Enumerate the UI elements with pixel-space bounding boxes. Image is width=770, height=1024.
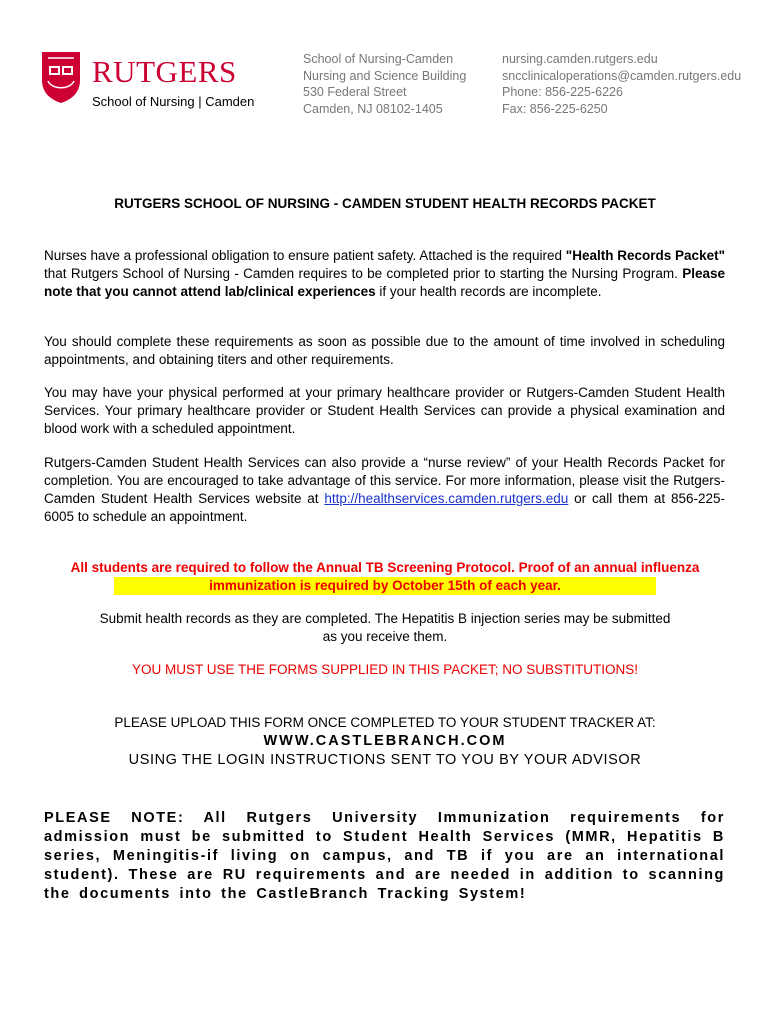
intro-paragraph <box>44 247 725 301</box>
contact-block <box>502 51 741 117</box>
lab-warning: Please note that you cannot attend lab/clinical experiences <box>44 266 725 299</box>
nurse-review-paragraph <box>44 454 725 526</box>
physical-paragraph: You may have your physical performed at your primary healthcare provider or Rutgers-Camden Student Health Services. Your primary healthcare provider or Student Health Services can provide a physical examination and blood work with a scheduled appointment. <box>44 385 725 436</box>
logo-wordmark: RUTGERS <box>92 54 237 89</box>
text: Nurses have a professional obligation to ensure patient safety. Attached is the required <box>44 248 566 263</box>
website-text: nursing.camden.rutgers.edu <box>502 52 658 66</box>
address-line: 530 Federal Street <box>303 85 407 99</box>
submit-line: as you receive them. <box>322 629 448 644</box>
text: or call them at 856-225-6005 to schedule an appointment. <box>44 491 726 524</box>
tb-notice <box>0 559 770 595</box>
tb-notice-line: All students are required to follow the Annual TB Screening Protocol. Proof of an annual influenza <box>70 560 700 575</box>
health-services-link[interactable]: http://healthservices.camden.rutgers.edu <box>324 491 569 506</box>
address-line: Nursing and Science Building <box>303 68 467 83</box>
castlebranch-site: WWW.CASTLEBRANCH.COM <box>263 733 507 749</box>
timing-paragraph: You should complete these requirements as soon as possible due to the amount of time involved in scheduling appointments, and obtaining titers and other requirements. <box>44 334 725 367</box>
forms-warning: YOU MUST USE THE FORMS SUPPLIED IN THIS PACKET; NO SUBSTITUTIONS! <box>131 662 639 677</box>
influenza-deadline: immunization is required by October 15th of each year. <box>114 577 656 595</box>
text: if your health records are incomplete. <box>375 284 602 299</box>
address-block <box>303 51 466 117</box>
phone-text: Phone: 856-225-6226 <box>502 85 623 99</box>
text: that Rutgers School of Nursing - Camden requires to be completed prior to starting the Nursing Program. <box>44 266 683 281</box>
fax-text: Fax: 856-225-6250 <box>502 101 608 116</box>
address-line: Camden, NJ 08102-1405 <box>303 101 443 116</box>
logo-subtitle: School of Nursing | Camden <box>92 94 255 109</box>
shield-icon <box>40 50 82 104</box>
immunization-note: PLEASE NOTE: All Rutgers University Immunization requirements for admission must be submitted to Student Health Services (MMR, Hepatitis B series, Meningitis-if living on campus, and TB if you are an international student). These are RU requirements and are needed in addition to scanning the documents into the CastleBranch Tracking System! <box>44 810 725 902</box>
submit-line: Submit health records as they are completed. The Hepatitis B injection series may be submitted <box>99 611 671 626</box>
address-line: School of Nursing-Camden <box>303 52 454 66</box>
upload-instruction: PLEASE UPLOAD THIS FORM ONCE COMPLETED TO YOUR STUDENT TRACKER AT: <box>114 715 656 730</box>
login-instruction: USING THE LOGIN INSTRUCTIONS SENT TO YOU BY YOUR ADVISOR <box>128 752 642 768</box>
submit-instructions <box>0 610 770 646</box>
packet-name: "Health Records Packet" <box>565 248 725 263</box>
document-title: RUTGERS SCHOOL OF NURSING - CAMDEN STUDENT HEALTH RECORDS PACKET <box>114 196 656 211</box>
email-text: sncclinicaloperations@camden.rutgers.edu <box>502 68 742 83</box>
text: Rutgers-Camden Student Health Services can also provide a “nurse review” of your Health Records Packet for completion. You are encouraged to take advantage of this service. For more information, please visit the Rutgers-Camden Student Health Services website at <box>44 455 725 506</box>
rutgers-logo <box>40 50 280 116</box>
